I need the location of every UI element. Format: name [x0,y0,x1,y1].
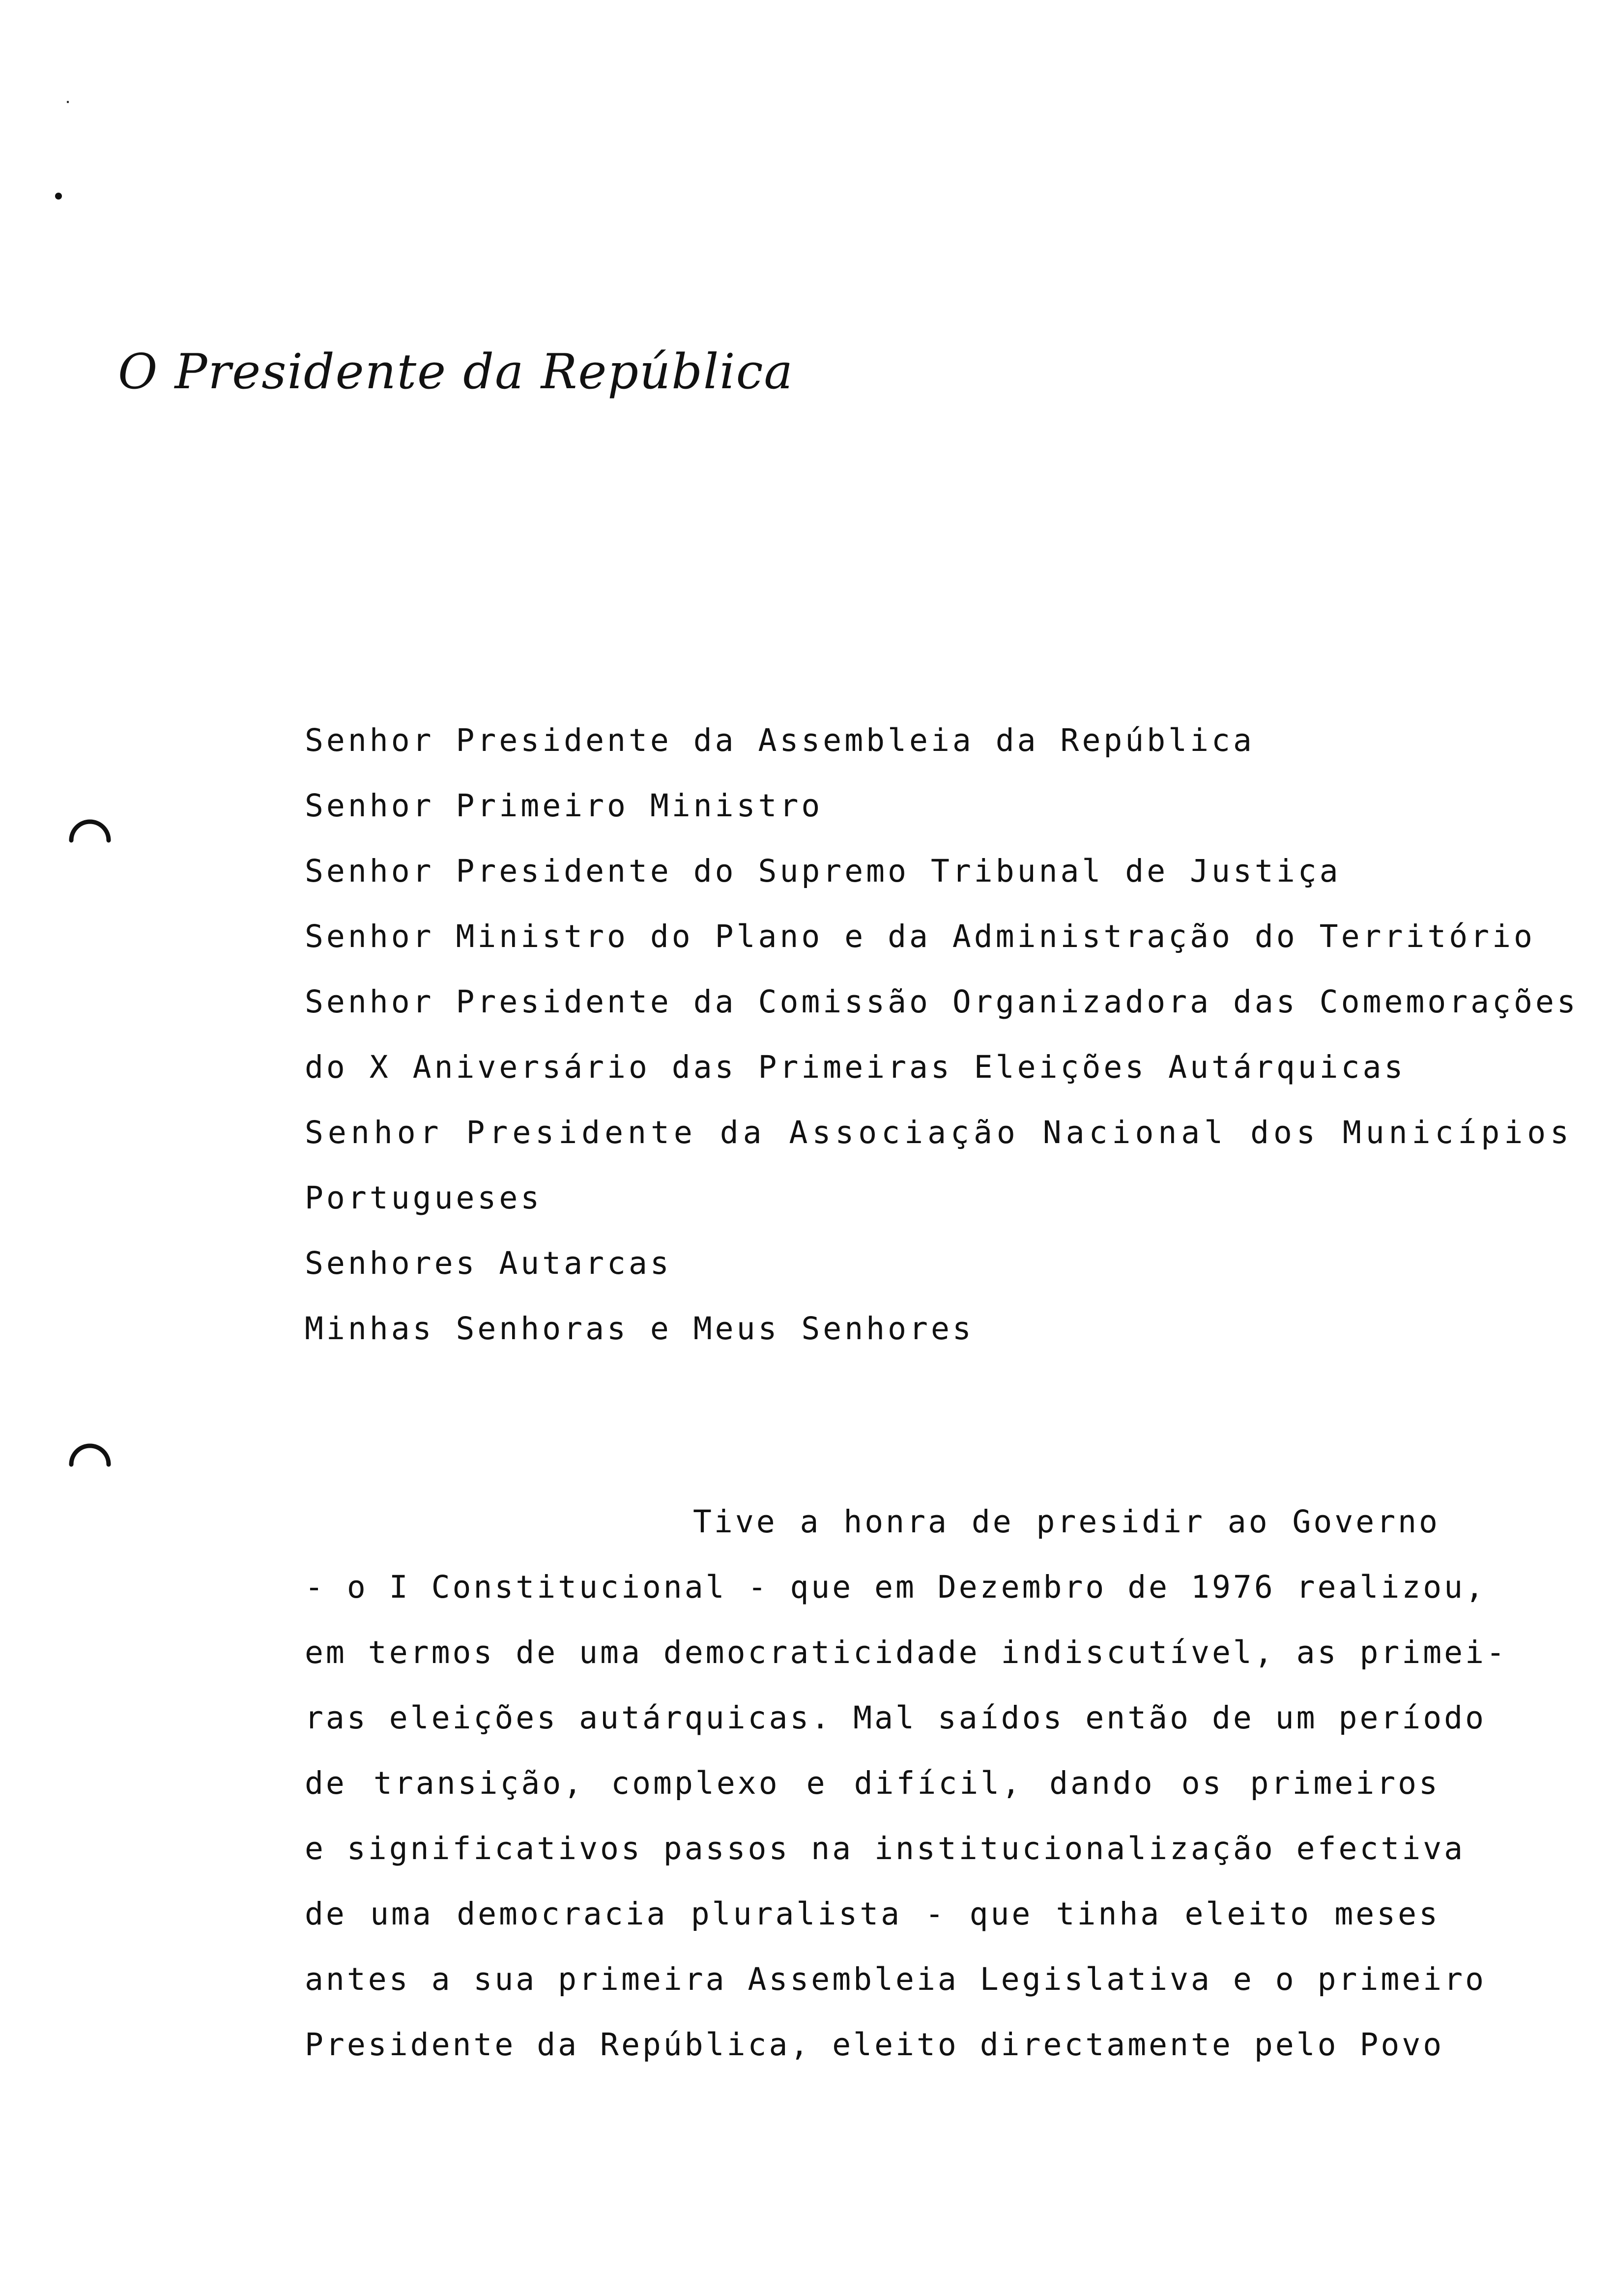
body-line: Presidente da República, eleito directamente pelo Povo [305,2027,1444,2063]
body-line: ras eleições autárquicas. Mal saídos então de um período [305,1700,1487,1736]
salutation-line: Senhor Presidente da Assembleia da República [305,722,1255,758]
salutation-line: Portugueses [305,1180,543,1216]
salutation-line: Senhor Ministro do Plano e da Administração do Território [305,918,1535,954]
body-line: em termos de uma democraticidade indiscutível, as primei- [305,1635,1507,1670]
letterhead: O Presidente da República [118,344,794,400]
salutation-line: Senhor Presidente do Supremo Tribunal de Justiça [305,853,1341,889]
body-line: de transição, complexo e difícil, dando os primeiros [305,1765,1440,1801]
body-line: - o I Constitucional - que em Dezembro de 1976 realizou, [305,1569,1487,1605]
scan-mark: ˙ [63,98,73,121]
body-line: de uma democracia pluralista - que tinha eleito meses [305,1896,1440,1932]
scan-dot [55,193,62,200]
salutation-line: Senhor Presidente da Associação Nacional dos Municípios [305,1115,1574,1150]
salutation-line: Minhas Senhoras e Meus Senhores [305,1311,974,1347]
punch-hole-lower-icon [66,1435,114,1482]
salutation-line: Senhor Presidente da Comissão Organizadora das Comemorações [305,984,1579,1020]
body-paragraph [305,1489,1507,2077]
body-line: Tive a honra de presidir ao Governo [693,1504,1440,1540]
salutation-line: Senhores Autarcas [305,1245,672,1281]
body-line: antes a sua primeira Assembleia Legislativa e o primeiro [305,1961,1487,1997]
salutation-block [305,708,1579,1361]
salutation-line: Senhor Primeiro Ministro [305,788,823,824]
salutation-line: do X Aniversário das Primeiras Eleições Autárquicas [305,1049,1406,1085]
punch-hole-upper-icon [66,811,114,858]
body-line: e significativos passos na institucionalização efectiva [305,1831,1466,1866]
